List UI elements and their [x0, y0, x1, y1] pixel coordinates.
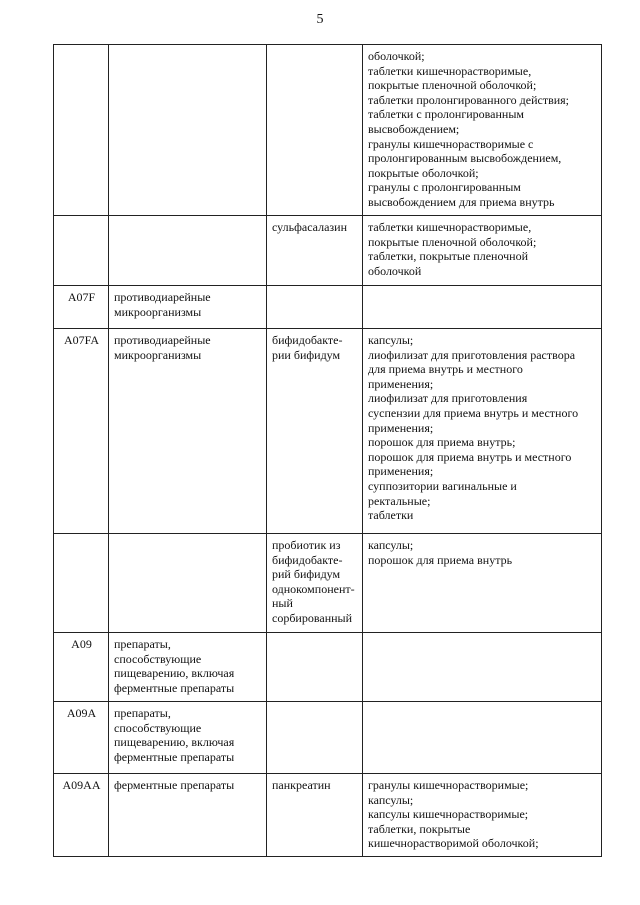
group-name-cell: препараты, способствующие пищеварению, включая ферментные препараты: [109, 702, 267, 774]
inn-cell: панкреатин: [267, 774, 363, 857]
atc-code-cell: A07F: [54, 286, 109, 329]
drug-table: [53, 44, 602, 857]
table-row: [54, 633, 602, 702]
inn-cell: [267, 633, 363, 702]
inn-cell: [267, 45, 363, 216]
dosage-forms-cell: [363, 633, 602, 702]
dosage-forms-cell: таблетки кишечнорастворимые, покрытые пленочной оболочкой; таблетки, покрытые пленочной оболочкой: [363, 216, 602, 286]
dosage-forms-cell: оболочкой; таблетки кишечнорастворимые, покрытые пленочной оболочкой; таблетки пролонгированного действия; таблетки с пролонгированным высвобождением; гранулы кишечнорастворимые с пролонгированным высвобождением, покрытые оболочкой; гранулы с пролонгированным высвобождением для приема внутрь: [363, 45, 602, 216]
atc-code-cell: [54, 216, 109, 286]
group-name-cell: противодиарейные микроорганизмы: [109, 329, 267, 534]
table-row: [54, 216, 602, 286]
dosage-forms-cell: гранулы кишечнорастворимые; капсулы; капсулы кишечнорастворимые; таблетки, покрытые кишечнорастворимой оболочкой;: [363, 774, 602, 857]
table-row: [54, 534, 602, 633]
page-number: 5: [316, 12, 324, 27]
group-name-cell: [109, 534, 267, 633]
atc-code-cell: A09A: [54, 702, 109, 774]
table-row: [54, 329, 602, 534]
atc-code-cell: A07FA: [54, 329, 109, 534]
inn-cell: пробиотик из бифидобакте- рий бифидум однокомпонент- ный сорбированный: [267, 534, 363, 633]
table-row: [54, 45, 602, 216]
table-row: [54, 774, 602, 857]
atc-code-cell: A09: [54, 633, 109, 702]
group-name-cell: препараты, способствующие пищеварению, включая ферментные препараты: [109, 633, 267, 702]
dosage-forms-cell: [363, 702, 602, 774]
group-name-cell: [109, 45, 267, 216]
dosage-forms-cell: капсулы; лиофилизат для приготовления раствора для приема внутрь и местного применения; лиофилизат для приготовления суспензии для приема внутрь и местного применения; порошок для приема внутрь; порошок для приема внутрь и местного применения; суппозитории вагинальные и ректальные; таблетки: [363, 329, 602, 534]
group-name-cell: [109, 216, 267, 286]
inn-cell: бифидобакте- рии бифидум: [267, 329, 363, 534]
inn-cell: [267, 286, 363, 329]
dosage-forms-cell: капсулы; порошок для приема внутрь: [363, 534, 602, 633]
table-row: [54, 286, 602, 329]
atc-code-cell: [54, 534, 109, 633]
table-row: [54, 702, 602, 774]
atc-code-cell: A09AA: [54, 774, 109, 857]
group-name-cell: противодиарейные микроорганизмы: [109, 286, 267, 329]
inn-cell: [267, 702, 363, 774]
atc-code-cell: [54, 45, 109, 216]
group-name-cell: ферментные препараты: [109, 774, 267, 857]
dosage-forms-cell: [363, 286, 602, 329]
inn-cell: сульфасалазин: [267, 216, 363, 286]
